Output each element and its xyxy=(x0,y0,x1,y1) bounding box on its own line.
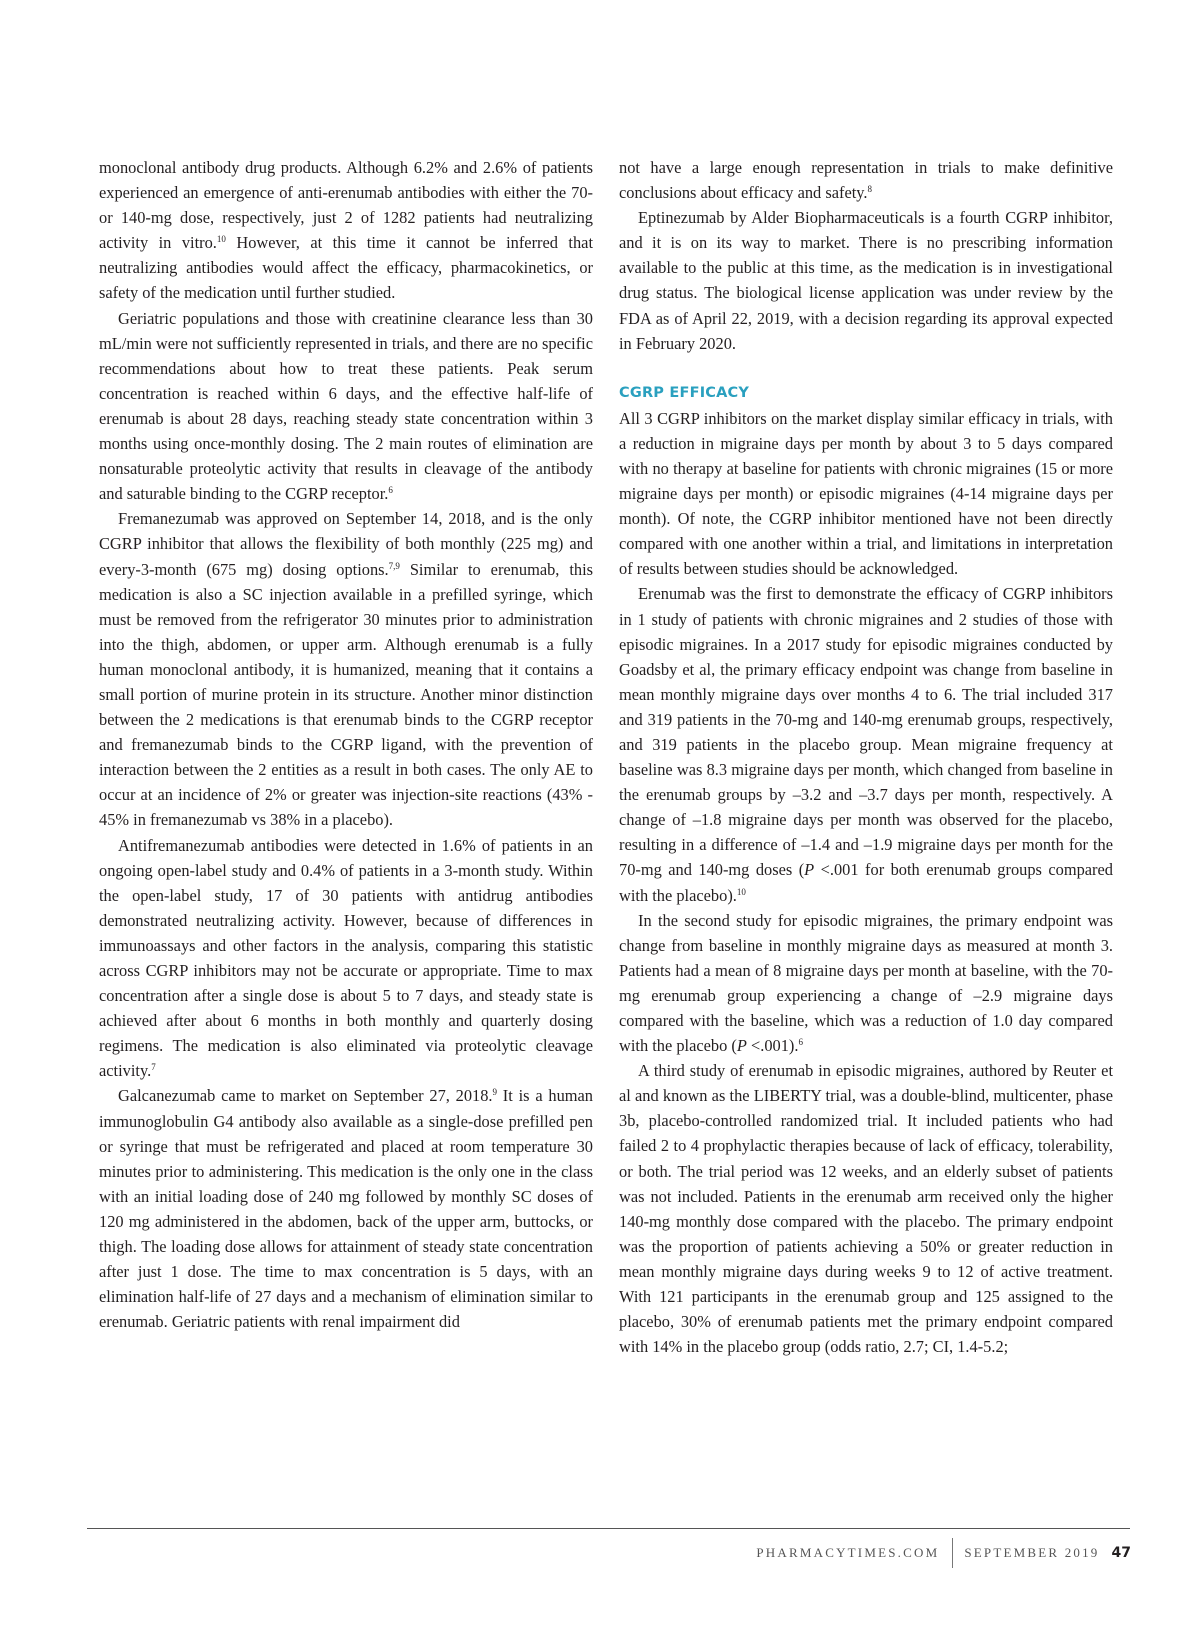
paragraph: A third study of erenumab in episodic migraines, authored by Reuter et al and known as the LIBERTY trial, was a double-blind, multicenter, phase 3b, placebo-controlled randomized trial. It included patients who had failed 2 to 4 prophylactic therapies because of lack of efficacy, tolerability, or both. The trial period was 12 weeks, and an elderly subset of patients was not included. Patients in the erenumab arm received only the higher 140-mg monthly dose compared with the placebo. The primary endpoint was the proportion of patients achieving a 50% or greater reduction in mean monthly migraine days during weeks 9 to 12 of active treatment. With 121 participants in the erenumab group and 125 assigned to the placebo, 30% of erenumab patients met the primary endpoint compared with 14% in the placebo group (odds ratio, 2.7; CI, 1.4-5.2; xyxy=(619,1061,1113,1357)
paragraph: monoclonal antibody drug products. Although 6.2% and 2.6% of patients experienced an emergence of anti-erenumab antibodies with either the 70- or 140-mg dose, respectively, just 2 of 1282 patients had neutralizing activity in vitro.$^{10}$ However, at this time it cannot be inferred that neutralizing antibodies would affect the efficacy, pharmacokinetics, or safety of the medication until further studied. xyxy=(99,158,594,303)
paragraph: Eptinezumab by Alder Biopharmaceuticals is a fourth CGRP inhibitor, and it is on its way to market. There is no prescribing information available to the public at this time, as the medication is in investigational drug status. The biological license application was under review by the FDA as of April 22, 2019, with a decision regarding its approval expected in February 2020. xyxy=(619,208,1113,353)
footer-rule xyxy=(87,1528,1130,1529)
reference-superscript: 7,9 xyxy=(388,560,400,571)
reference-superscript: 6 xyxy=(798,1037,803,1048)
reference-superscript: 10 xyxy=(736,886,746,897)
footer-site: PHARMACYTIMES.COM xyxy=(756,1545,940,1560)
reference-superscript: 7 xyxy=(151,1062,156,1073)
section-heading: CGRP EFFICACY xyxy=(619,384,750,401)
paragraph: All 3 CGRP inhibitors on the market display similar efficacy in trials, with a reduction in migraine days per month by about 3 to 5 days compared with no therapy at baseline for patients with chronic migraines (15 or more migraine days per month) or episodic migraines (4-14 migraine days per month). Of note, the CGRP inhibitor mentioned have not been directly compared with one another within a trial, and limitations in interpretation of results between studies should be acknowledged. xyxy=(619,408,1113,579)
reference-superscript: 9 xyxy=(492,1087,498,1098)
left-column xyxy=(99,155,593,1334)
footer-date: SEPTEMBER 2019 xyxy=(964,1545,1100,1560)
paragraph: Fremanezumab was approved on September 14, 2018, and is the only CGRP inhibitor that allows the flexibility of both monthly (225 mg) and every-3-month (675 mg) dosing options.$^{7,9}$ Similar to erenumab, this medication is also a SC injection available in a prefilled syringe, which must be removed from the refrigerator 30 minutes prior to administration into the thigh, abdomen, or upper arm. Although erenumab is a fully human monoclonal antibody, it is humanized, meaning that it contains a small portion of murine protein in its structure. Another minor distinction between the 2 medications is that erenumab binds to the CGRP receptor and fremanezumab binds to the CGRP ligand, with the prevention of interaction between the 2 entities as a result in both cases. The only AE to occur at an incidence of 2% or greater was injection-site reactions (43% - 45% in fremanezumab vs 38% in a placebo). xyxy=(99,509,593,830)
reference-superscript: 8 xyxy=(867,184,872,195)
paragraph: Galcanezumab came to market on September 27, 2018.$^9$ It is a human immunoglobulin G4 antibody also available as a single-dose prefilled pen or syringe that must be refrigerated and placed at room temperature 30 minutes prior to administering. This medication is the only one in the class with an initial loading dose of 240 mg followed by monthly SC doses of 120 mg administered in the abdomen, back of the upper arm, buttocks, or thigh. The loading dose allows for attainment of steady state concentration after just 1 dose. The time to max concentration is 5 days, with an elimination half-life of 27 days and a mechanism of elimination similar to erenumab. Geriatric patients with renal impairment did xyxy=(99,1086,593,1332)
paragraph: In the second study for episodic migraines, the primary endpoint was change from baseline in monthly migraine days as measured at month 3. Patients had a mean of 8 migraine days per month at baseline, with the 70-mg erenumab group experiencing a change of –2.9 migraine days compared with the baseline, which was a reduction of 1.0 day compared with the placebo (P <.001).$^6$ xyxy=(619,910,1113,1056)
right-column xyxy=(619,155,1113,1359)
reference-superscript: 6 xyxy=(388,485,393,496)
paragraph: Antifremanezumab antibodies were detected in 1.6% of patients in an ongoing open-label study and 0.4% of patients in a 3-month study. Within the open-label study, 17 of 30 patients with antidrug antibodies demonstrated neutralizing activity. However, because of differences in immunoassays and other factors in the analysis, comparing this statistic across CGRP inhibitors may not be accurate or appropriate. Time to max concentration after a single dose is about 5 to 7 days, and steady state is achieved after about 6 months in both monthly and quarterly dosing regimens. The medication is also eliminated via proteolytic cleavage activity.$^7$ xyxy=(99,835,593,1081)
footer-divider xyxy=(952,1538,953,1568)
reference-superscript: 10 xyxy=(216,234,226,245)
page-footer xyxy=(756,1538,1131,1568)
paragraph: Erenumab was the first to demonstrate the efficacy of CGRP inhibitors in 1 study of patients with chronic migraines and 2 studies of those with episodic migraines. In a 2017 study for episodic migraines conducted by Goadsby et al, the primary efficacy endpoint was change from baseline in mean monthly migraine days over months 4 to 6. The trial included 317 and 319 patients in the 70-mg and 140-mg erenumab groups, respectively, and 319 patients in the placebo group. Mean migraine frequency at baseline was 8.3 migraine days per month, which changed from baseline in the erenumab groups by –3.2 and –3.7 days per month, respectively. A change of –1.8 migraine days per month was observed for the placebo, resulting in a difference of –1.4 and –1.9 migraine days per month for the 70-mg and 140-mg doses (P <.001 for both erenumab groups compared with the placebo).$^{10}$ xyxy=(619,584,1113,905)
paragraph: Geriatric populations and those with creatinine clearance less than 30 mL/min were not sufficiently represented in trials, and there are no specific recommendations about how to treat these patients. Peak serum concentration is reached within 6 days, and the effective half-life of erenumab is about 28 days, reaching steady state concentration within 3 months using once-monthly dosing. The 2 main routes of elimination are nonsaturable proteolytic activity that results in cleavage of the antibody and saturable binding to the CGRP receptor.$^6$ xyxy=(99,308,593,504)
paragraph: not have a large enough representation in trials to make definitive conclusions about efficacy and safety.$^8$ xyxy=(619,158,1113,203)
page-number: 47 xyxy=(1111,1545,1131,1561)
